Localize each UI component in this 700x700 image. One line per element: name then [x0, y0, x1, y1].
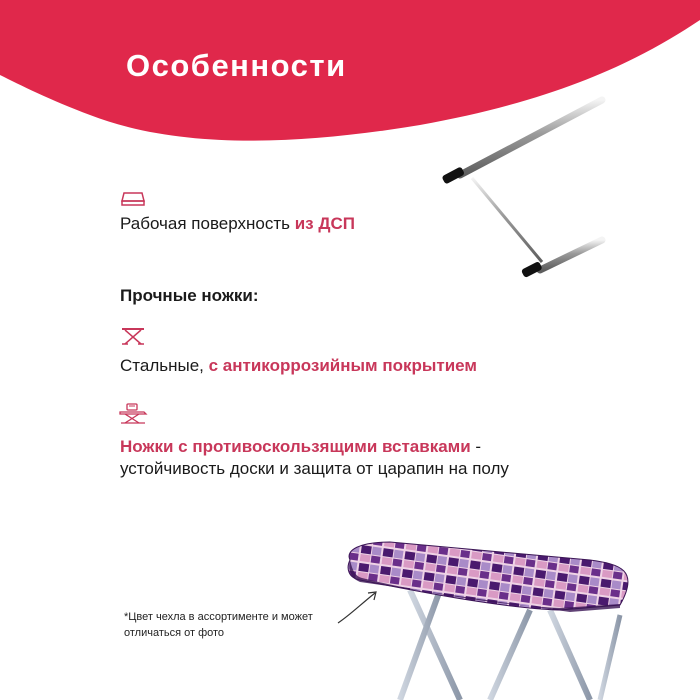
legs-heading: Прочные ножки: — [120, 286, 259, 305]
note-line1: *Цвет чехла в ассортименте и может — [124, 611, 313, 623]
x-legs-icon — [120, 326, 146, 346]
cover-color-note — [124, 609, 313, 641]
antislip-feature-line1 — [120, 436, 481, 458]
antislip-feature-line2: устойчивость доски и защита от царапин на полу — [120, 459, 509, 478]
surface-feature-plain: Рабочая поверхность — [120, 214, 295, 233]
steel-feature-accent: с антикоррозийным покрытием — [208, 356, 477, 375]
surface-feature-text — [120, 213, 355, 235]
board-surface-icon — [120, 191, 146, 207]
steel-rails-image — [430, 80, 700, 300]
antislip-feature-dash: - — [470, 437, 482, 456]
note-arrow-icon — [330, 585, 390, 630]
steel-feature-text — [120, 355, 477, 377]
page-title: Особенности — [126, 48, 347, 83]
surface-feature-accent: из ДСП — [294, 214, 355, 233]
steel-feature-plain: Стальные, — [120, 356, 209, 375]
note-line2: отличаться от фото — [124, 627, 225, 639]
ironing-board-icon — [118, 403, 148, 425]
antislip-feature-accent: Ножки с противоскользящими вставками — [120, 437, 471, 456]
